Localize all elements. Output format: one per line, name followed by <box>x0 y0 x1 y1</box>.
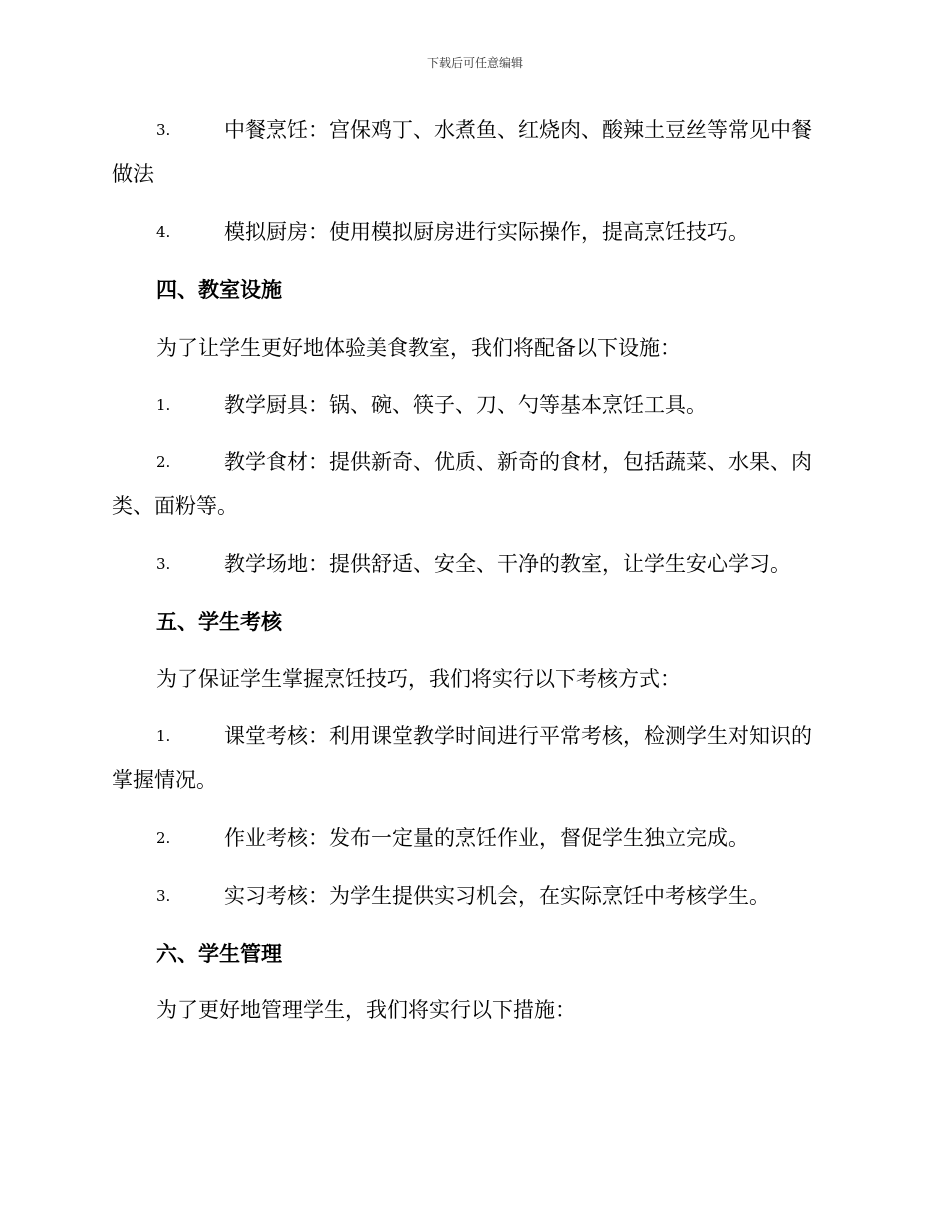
list-number: 3. <box>156 121 171 139</box>
paragraph: 为了保证学生掌握烹饪技巧，我们将实行以下考核方式： <box>156 667 681 691</box>
list-item-text: 实习考核：为学生提供实习机会，在实际烹饪中考核学生。 <box>224 884 770 908</box>
list-item-continuation: 类、面粉等。 <box>112 494 238 518</box>
list-number: 1. <box>156 396 171 414</box>
list-item-text: 教学厨具：锅、碗、筷子、刀、勺等基本烹饪工具。 <box>224 393 707 417</box>
list-number: 2. <box>156 453 171 471</box>
list-number: 4. <box>156 223 171 241</box>
list-number: 3. <box>156 887 171 905</box>
list-item-text: 作业考核：发布一定量的烹饪作业，督促学生独立完成。 <box>224 826 749 850</box>
list-item-continuation: 做法 <box>112 162 154 186</box>
list-item-text: 模拟厨房：使用模拟厨房进行实际操作，提高烹饪技巧。 <box>224 220 749 244</box>
list-item-text: 教学场地：提供舒适、安全、干净的教室，让学生安心学习。 <box>224 552 791 576</box>
list-item-text: 教学食材：提供新奇、优质、新奇的食材，包括蔬菜、水果、肉 <box>224 450 812 474</box>
page-header-note: 下载后可任意编辑 <box>426 56 523 70</box>
list-item-text: 课堂考核：利用课堂教学时间进行平常考核，检测学生对知识的 <box>224 724 812 748</box>
paragraph: 为了更好地管理学生，我们将实行以下措施： <box>156 998 576 1022</box>
paragraph: 为了让学生更好地体验美食教室，我们将配备以下设施： <box>156 336 681 360</box>
section-heading: 四、教室设施 <box>156 278 282 302</box>
section-heading: 五、学生考核 <box>156 610 282 634</box>
list-number: 2. <box>156 829 171 847</box>
list-item-text: 中餐烹饪：宫保鸡丁、水煮鱼、红烧肉、酸辣土豆丝等常见中餐 <box>224 118 812 142</box>
list-number: 3. <box>156 555 171 573</box>
list-number: 1. <box>156 727 171 745</box>
section-heading: 六、学生管理 <box>156 942 282 966</box>
list-item-continuation: 掌握情况。 <box>112 768 217 792</box>
